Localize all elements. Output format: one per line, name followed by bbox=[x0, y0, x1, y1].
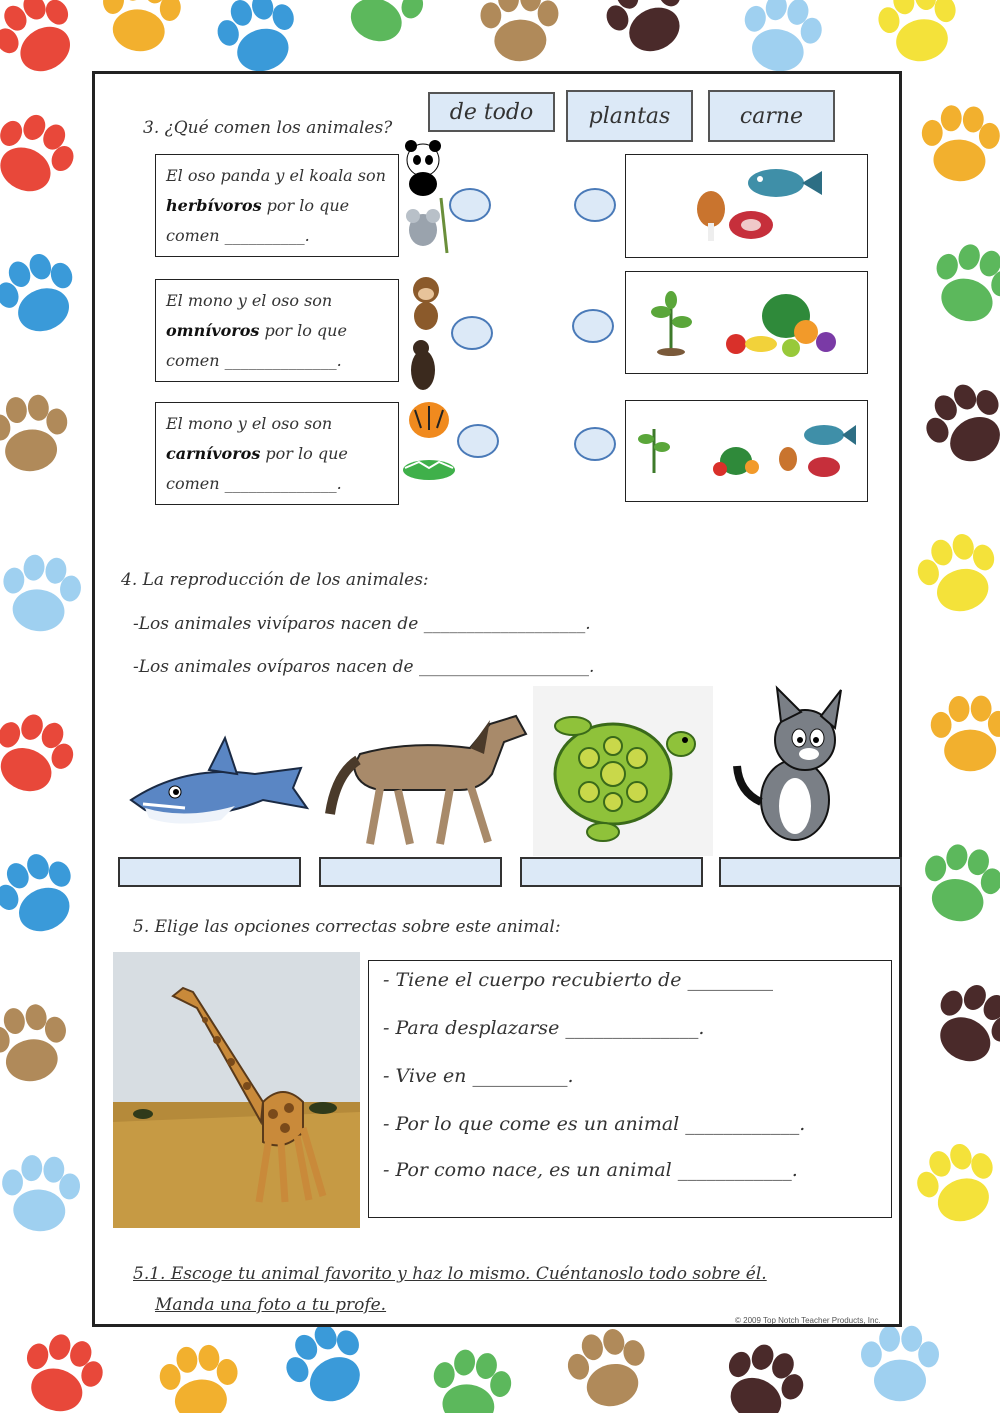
paw-print bbox=[596, 0, 699, 65]
kitten-answer-box[interactable] bbox=[719, 857, 902, 887]
section4-title: 4. La reproducción de los animales: bbox=[121, 570, 429, 590]
section5-title: 5. Elige las opciones correctas sobre este animal: bbox=[133, 917, 561, 937]
viviparous-line: -Los animales vivíparos nacen de ___________________. bbox=[133, 614, 591, 634]
paw-print bbox=[911, 527, 1000, 620]
shark-answer-box[interactable] bbox=[118, 857, 301, 887]
match-dot[interactable] bbox=[574, 427, 616, 461]
kitten-icon bbox=[725, 682, 865, 852]
paw-print bbox=[210, 0, 306, 81]
paw-print bbox=[930, 695, 1000, 772]
paw-print bbox=[275, 1313, 379, 1413]
card-keyword: herbívoros bbox=[166, 196, 262, 215]
carnivore-card bbox=[155, 402, 399, 505]
paw-print bbox=[479, 0, 560, 63]
match-dot[interactable] bbox=[457, 424, 499, 458]
food-box-mixed bbox=[625, 400, 868, 502]
tiger-crocodile-icon bbox=[401, 398, 457, 494]
task-instruction: 5.1. Escoge tu animal favorito y haz lo mismo. Cuéntanoslo todo sobre él. bbox=[133, 1264, 767, 1284]
paw-print bbox=[13, 1326, 110, 1413]
paw-print bbox=[0, 551, 85, 637]
question-habitat: - Vive en __________. bbox=[383, 1065, 574, 1087]
card-text: por lo que comen __________. bbox=[166, 196, 350, 245]
question-birth: - Por como nace, es un animal ____________. bbox=[383, 1159, 798, 1181]
omnivore-card bbox=[155, 279, 399, 382]
monkey-bear-icon bbox=[401, 274, 451, 398]
giraffe-icon bbox=[113, 952, 360, 1228]
card-text: por lo que comen ______________. bbox=[166, 321, 347, 370]
paw-print bbox=[919, 104, 1000, 183]
giraffe-photo bbox=[113, 952, 360, 1228]
paw-print bbox=[909, 1136, 1000, 1233]
paw-print bbox=[0, 1000, 74, 1088]
worksheet bbox=[92, 71, 902, 1327]
turtle-answer-box[interactable] bbox=[520, 857, 703, 887]
paw-print bbox=[0, 844, 88, 945]
chip-de-todo[interactable]: de todo bbox=[428, 92, 555, 132]
task-send-photo: Manda una foto a tu profe. bbox=[155, 1295, 387, 1315]
card-keyword: omnívoros bbox=[166, 321, 260, 340]
chip-plantas[interactable]: plantas bbox=[566, 90, 693, 142]
paw-print bbox=[0, 704, 83, 803]
paw-print bbox=[924, 236, 1000, 331]
question-diet: - Por lo que come es un animal ____________. bbox=[383, 1113, 806, 1135]
paw-print bbox=[157, 1343, 241, 1413]
paw-print bbox=[0, 103, 84, 205]
card-text: El oso panda y el koala son bbox=[166, 166, 386, 185]
paw-print bbox=[873, 0, 964, 68]
question-cover: - Tiene el cuerpo recubierto de _________ bbox=[383, 969, 774, 991]
paw-print bbox=[0, 392, 72, 475]
question-movement: - Para desplazarse ______________. bbox=[383, 1017, 705, 1039]
meat-fish-icon bbox=[626, 155, 869, 259]
panda-koala-icon bbox=[401, 138, 451, 258]
giraffe-questions-box bbox=[368, 960, 892, 1218]
mixed-food-icon bbox=[626, 401, 869, 503]
paw-print bbox=[921, 973, 1000, 1076]
paw-print bbox=[561, 1323, 655, 1413]
match-dot[interactable] bbox=[451, 316, 493, 350]
paw-print bbox=[0, 1153, 82, 1234]
turtle-icon bbox=[533, 686, 713, 856]
paw-print bbox=[0, 0, 89, 87]
horse-icon bbox=[320, 694, 530, 854]
card-text: El mono y el oso son bbox=[166, 291, 333, 310]
match-dot[interactable] bbox=[572, 309, 614, 343]
card-keyword: carnívoros bbox=[166, 444, 261, 463]
match-dot[interactable] bbox=[574, 188, 616, 222]
paw-print bbox=[914, 372, 1000, 476]
food-box-plants-fruit bbox=[625, 271, 868, 374]
food-box-meat-fish bbox=[625, 154, 868, 258]
herbivore-card bbox=[155, 154, 399, 257]
card-text: El mono y el oso son bbox=[166, 414, 333, 433]
horse-answer-box[interactable] bbox=[319, 857, 502, 887]
paw-print bbox=[0, 245, 87, 343]
turtle-image bbox=[533, 686, 713, 856]
shark-icon bbox=[125, 724, 315, 834]
plant-fruit-icon bbox=[626, 272, 869, 375]
paw-print bbox=[915, 838, 1000, 929]
oviparous-line: -Los animales ovíparos nacen de ____________________. bbox=[133, 657, 595, 677]
paw-print bbox=[427, 1345, 516, 1413]
card-text: por lo que comen ______________. bbox=[166, 444, 348, 493]
paw-print bbox=[97, 0, 184, 56]
section3-title: 3. ¿Qué comen los animales? bbox=[143, 118, 393, 138]
copyright: © 2009 Top Notch Teacher Products, Inc. bbox=[735, 1316, 881, 1325]
paw-print bbox=[861, 1326, 939, 1401]
match-dot[interactable] bbox=[449, 188, 491, 222]
paw-print bbox=[735, 0, 827, 79]
chip-carne[interactable]: carne bbox=[708, 90, 835, 142]
paw-print bbox=[712, 1334, 813, 1413]
paw-print bbox=[332, 0, 432, 53]
